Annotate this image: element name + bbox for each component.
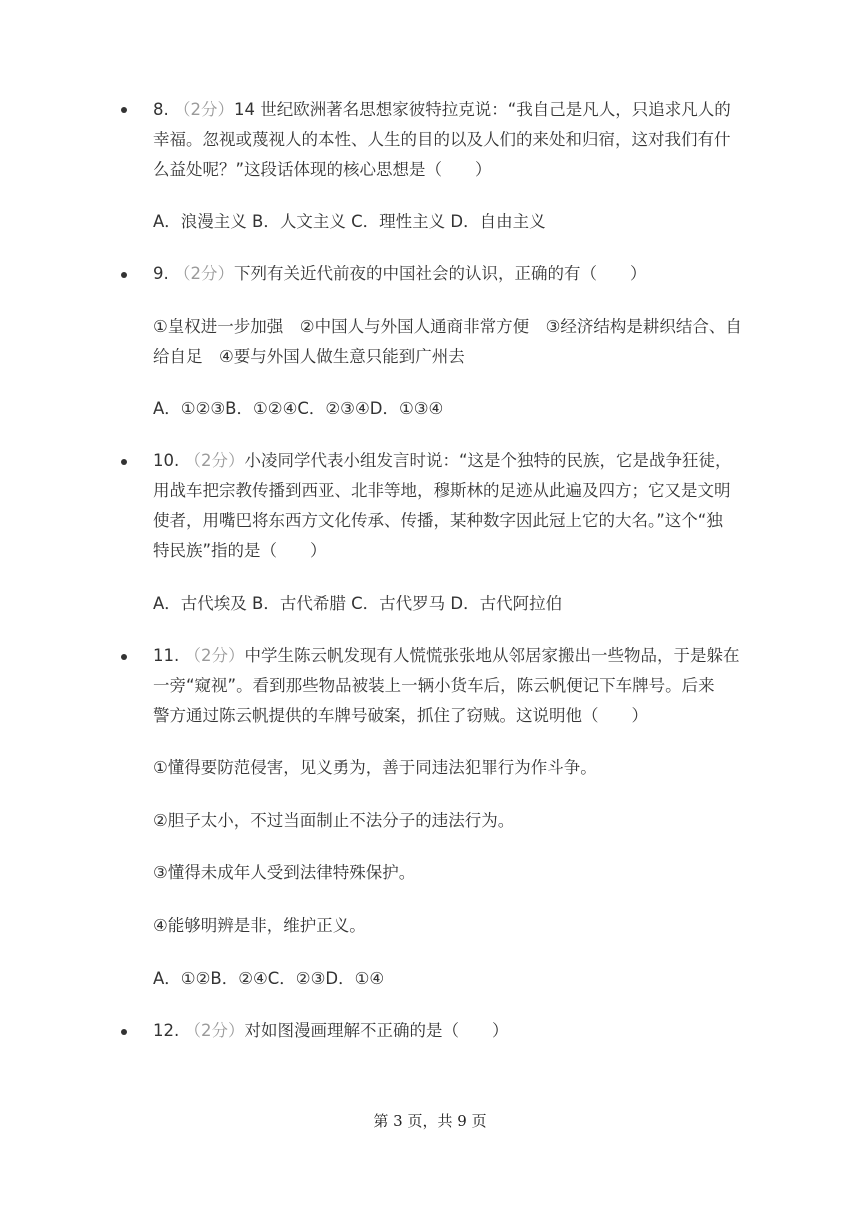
question-bullet: [121, 107, 127, 113]
question-8-stem-line-1: [153, 94, 793, 126]
question-text: 中学生陈云帆发现有人慌慌张张地从邻居家搬出一些物品，于是躲在: [244, 646, 740, 665]
question-bullet: [121, 1029, 127, 1035]
question-bullet: [121, 272, 127, 278]
question-score: （2分）: [184, 451, 245, 470]
question-9-stem-line-1: [153, 258, 793, 290]
question-bullet: [121, 459, 127, 465]
question-11-statement-3: ③懂得未成年人受到法律特殊保护。: [153, 863, 416, 882]
question-9-statements-line-2: 给自足 ④要与外国人做生意只能到广州去: [153, 347, 465, 366]
question-10-stem-line-1: [153, 445, 793, 477]
question-score: （2分）: [174, 264, 234, 283]
question-text: 下列有关近代前夜的中国社会的认识，正确的有（ ）: [234, 264, 647, 283]
question-10-options: A．古代埃及 B．古代希腊 C．古代罗马 D．古代阿拉伯: [153, 594, 563, 613]
question-10-stem-line-4: 特民族”指的是（ ）: [153, 541, 327, 560]
question-number: 10.: [153, 451, 180, 470]
page-footer: 第 3 页，共 9 页: [373, 1112, 487, 1130]
question-number: 9.: [153, 264, 169, 283]
question-score: （2分）: [174, 100, 234, 119]
question-9-options: A．①②③B．①②④C．②③④D．①③④: [153, 399, 444, 418]
question-text: 对如图漫画理解不正确的是（ ）: [244, 1021, 509, 1040]
question-11-stem-line-2: 一旁“窥视”。看到那些物品被装上一辆小货车后，陈云帆便记下车牌号。后来: [153, 676, 715, 695]
question-8-options: A．浪漫主义 B．人文主义 C．理性主义 D．自由主义: [153, 212, 546, 231]
question-number: 8.: [153, 100, 169, 119]
question-11-options: A．①②B．②④C．②③D．①④: [153, 969, 385, 988]
question-score: （2分）: [184, 646, 245, 665]
question-10-stem-line-3: 使者，用嘴巴将东西方文化传承、传播，某种数字因此冠上它的大名。”这个“独: [153, 511, 723, 530]
question-10-stem-line-2: 用战车把宗教传播到西亚、北非等地，穆斯林的足迹从此遍及四方；它又是文明: [153, 481, 731, 500]
question-score: （2分）: [184, 1021, 245, 1040]
question-11-stem-line-1: [153, 640, 793, 672]
question-number: 11.: [153, 646, 180, 665]
question-11-statement-1: ①懂得要防范侵害，见义勇为，善于同违法犯罪行为作斗争。: [153, 758, 597, 777]
question-bullet: [121, 654, 127, 660]
question-8-stem-line-3: 么益处呢？”这段话体现的核心思想是（ ）: [153, 160, 492, 179]
question-8-stem-line-2: 幸福。忽视或蔑视人的本性、人生的目的以及人们的来处和归宿，这对我们有什: [153, 130, 731, 149]
question-11-stem-line-3: 警方通过陈云帆提供的车牌号破案，抓住了窃贼。这说明他（ ）: [153, 706, 648, 725]
question-11-statement-4: ④能够明辨是非，维护正义。: [153, 916, 366, 935]
question-11-statement-2: ②胆子太小，不过当面制止不法分子的违法行为。: [153, 811, 515, 830]
question-9-statements-line-1: ①皇权进一步加强 ②中国人与外国人通商非常方便 ③经济结构是耕织结合、自: [153, 317, 742, 336]
question-text: 14 世纪欧洲著名思想家彼特拉克说：“我自己是凡人，只追求凡人的: [234, 100, 731, 119]
question-12-stem-line-1: [153, 1015, 793, 1047]
question-text: 小凌同学代表小组发言时说：“这是个独特的民族，它是战争狂徒，: [244, 451, 732, 470]
question-number: 12.: [153, 1021, 180, 1040]
